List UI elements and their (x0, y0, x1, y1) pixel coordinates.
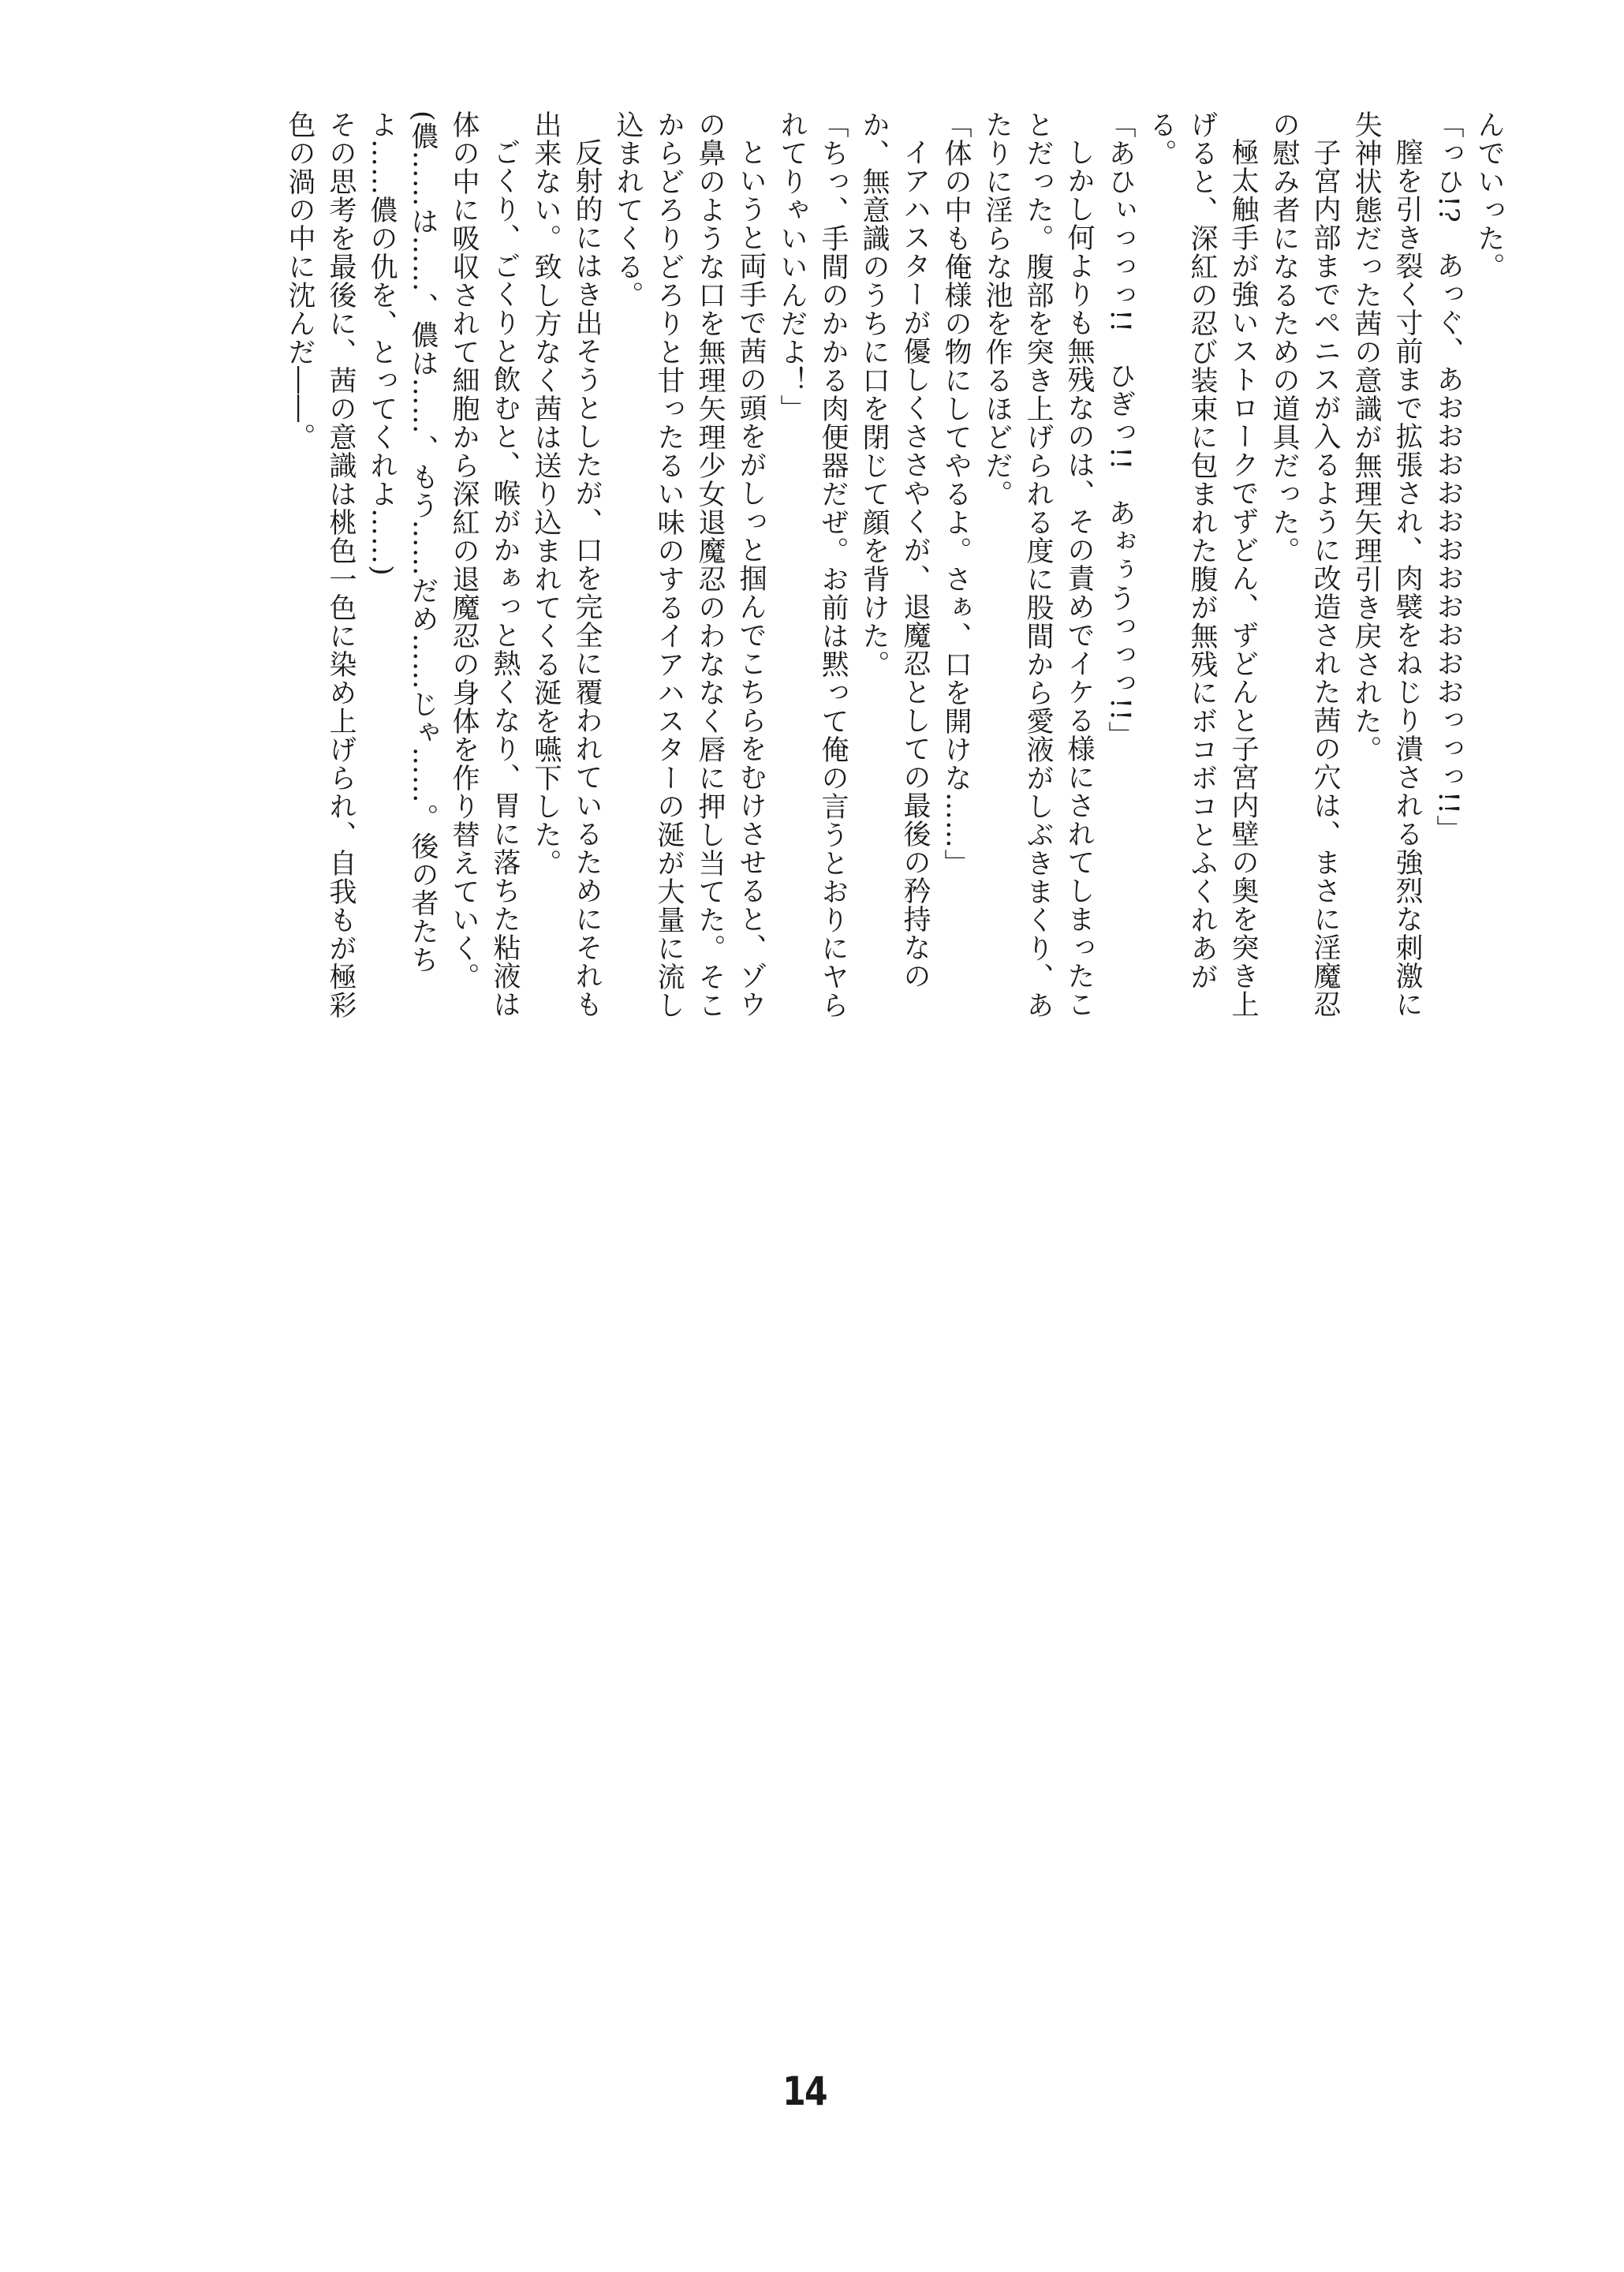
dialogue-line: 「ちっ、手間のかかる肉便器だぜ。お前は黙って俺の言うとおりにヤられてりゃいいんだよ！」 (776, 110, 849, 1019)
page-number: 14 (782, 2068, 827, 2114)
paragraph: 極太触手が強いストロークでずどん、ずどんと子宮内壁の奥を突き上げると、深紅の忍び装束に包まれた腹が無残にボコボコとふくれあがる。 (1145, 110, 1259, 1018)
paragraph: 反射的にはき出そうとしたが、口を完全に覆われているためにそれも出来ない。致し方なく茜は送り込まれてくる涎を嚥下した。 (530, 110, 603, 1018)
paragraph: 子宮内部までペニスが入るように改造された茜の穴は、まさに淫魔忍の慰み者になるための道具だった。 (1268, 110, 1341, 1018)
paragraph: ごくり、ごくりと飲むと、喉がかぁっと熱くなり、胃に落ちた粘液は体の中に吸収されて細胞から深紅の退魔忍の身体を作り替えていく。 (448, 110, 521, 1018)
inner-monologue: (儂……は……、儂は……、もう……だめ……じゃ……。後の者たちよ……儂の仇を、とってくれよ……) (366, 110, 439, 974)
dialogue-line: 「っひ!? あっぐ、あおおおおおおおおおおおっっっ!!」 (1432, 110, 1464, 843)
vertical-text-body (279, 110, 1510, 1045)
paragraph: というと両手で茜の頭をがしっと掴んでこちらをむけさせると、ゾウの鼻のような口を無理矢理少女退魔忍のわななく唇に押し当てた。そこからどろりどろりと甘ったるい味のするイアハスターの涎が大量に流し込まれてくる。 (612, 110, 767, 1019)
dialogue-line: 「あひぃっっっ!! ひぎっ!! あぉぅうっっっ!!」 (1104, 110, 1136, 750)
dialogue-line: 「体の中も俺様の物にしてやるよ。さぁ、口を開けな……」 (940, 110, 972, 877)
paragraph: その思考を最後に、茜の意識は桃色一色に染め上げられ、自我もが極彩色の渦の中に沈んだ――。 (284, 110, 357, 1019)
paragraph: 膣を引き裂く寸前まで拡張され、肉襞をねじり潰される強烈な刺激に失神状態だった茜の意識が無理矢理引き戻された。 (1350, 110, 1423, 1018)
paragraph: しかし何よりも無残なのは、その責めでイケる様にされてしまったことだった。腹部を突き上げられる度に股間から愛液がしぶきまくり、あたりに淫らな池を作るほどだ。 (981, 110, 1095, 1019)
paragraph: んでいった。 (1473, 110, 1505, 281)
paragraph: イアハスターが優しくささやくが、退魔忍としての最後の矜持なのか、無意識のうちに口を閉じて顔を背けた。 (858, 110, 931, 990)
